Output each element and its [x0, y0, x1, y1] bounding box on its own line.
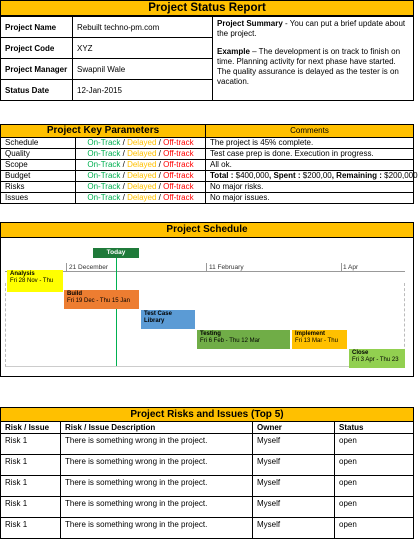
- risk-owner: Myself: [253, 497, 335, 518]
- status-delayed: Delayed: [127, 193, 157, 202]
- info-value: Swapnil Wale: [73, 59, 213, 80]
- status-separator: /: [156, 182, 164, 191]
- param-comment: Test case prep is done. Execution in progress.: [206, 149, 414, 160]
- risk-row: [1, 455, 414, 476]
- tick-label: 11 February: [209, 264, 244, 271]
- timeline-axis: [5, 271, 405, 272]
- project-schedule: [0, 222, 414, 377]
- column-header: Risk / Issue Description: [61, 422, 253, 434]
- status-separator: /: [120, 171, 128, 180]
- param-name: Issues: [1, 193, 76, 204]
- status-delayed: Delayed: [127, 171, 157, 180]
- task-name: Testing: [200, 331, 221, 337]
- param-status: [76, 138, 206, 149]
- tick-line: [341, 263, 342, 272]
- budget-spent: $200,00: [302, 171, 332, 180]
- param-status: [76, 193, 206, 204]
- risk-row: [1, 434, 414, 455]
- risk-id: Risk 1: [1, 497, 61, 518]
- task-implement: [292, 330, 347, 349]
- info-row: [1, 17, 414, 38]
- example-text: – The development is on track to finish on time. Planning activity for next phase have started. The quality assurance is delayed as the tester is on vacation.: [217, 47, 401, 86]
- param-name: Scope: [1, 160, 76, 171]
- status-on-track: On-Track: [87, 182, 121, 191]
- budget-remaining: $200,000: [384, 171, 418, 180]
- param-status: [76, 149, 206, 160]
- status-delayed: Delayed: [127, 160, 157, 169]
- task-name: Close: [352, 350, 369, 356]
- column-header: Risk / Issue: [1, 422, 61, 434]
- task-dates: Fri 6 Feb - Thu 12 Mar: [200, 338, 260, 344]
- status-off-track: Off-track: [163, 182, 194, 191]
- info-value: XYZ: [73, 38, 213, 59]
- risk-description: There is something wrong in the project.: [61, 518, 253, 539]
- params-title: Project Key Parameters: [1, 125, 206, 138]
- column-header: Owner: [253, 422, 335, 434]
- risks-column-headers: [1, 422, 414, 434]
- param-status: [76, 182, 206, 193]
- task-close: [349, 349, 405, 368]
- risk-description: There is something wrong in the project.: [61, 434, 253, 455]
- param-status: [76, 171, 206, 182]
- param-row: [1, 149, 414, 160]
- info-label: Status Date: [1, 80, 73, 101]
- tick-label: 1 Apr: [343, 264, 359, 271]
- status-on-track: On-Track: [87, 193, 121, 202]
- task-dates: Fri 3 Apr - Thu 23: [352, 357, 399, 363]
- risk-status: open: [335, 476, 414, 497]
- example-label: Example: [217, 47, 250, 56]
- today-line: [116, 258, 117, 366]
- params-header-row: [1, 125, 414, 138]
- status-delayed: Delayed: [127, 138, 157, 147]
- risk-row: [1, 497, 414, 518]
- risk-row: [1, 518, 414, 539]
- task-dates: Fri 19 Dec - Thu 15 Jan: [67, 298, 130, 304]
- status-off-track: Off-track: [163, 171, 194, 180]
- risk-status: open: [335, 518, 414, 539]
- budget-remaining-label: , Remaining :: [331, 171, 385, 180]
- comments-header: Comments: [206, 125, 414, 138]
- summary-text: - You can put a brief update about the project.: [217, 19, 406, 38]
- status-separator: /: [156, 149, 164, 158]
- param-status: [76, 160, 206, 171]
- info-label: Project Manager: [1, 59, 73, 80]
- risk-owner: Myself: [253, 476, 335, 497]
- risks-title: Project Risks and Issues (Top 5): [1, 408, 414, 422]
- info-label: Project Name: [1, 17, 73, 38]
- budget-spent-label: , Spent :: [269, 171, 303, 180]
- status-separator: /: [156, 160, 164, 169]
- status-on-track: On-Track: [87, 149, 121, 158]
- risk-id: Risk 1: [1, 455, 61, 476]
- status-separator: /: [156, 171, 164, 180]
- risk-owner: Myself: [253, 455, 335, 476]
- risk-status: open: [335, 455, 414, 476]
- project-summary: [213, 17, 414, 101]
- risk-id: Risk 1: [1, 476, 61, 497]
- risk-id: Risk 1: [1, 434, 61, 455]
- risk-status: open: [335, 434, 414, 455]
- task-dates: Fri 28 Nov - Thu: [10, 278, 54, 284]
- risk-status: open: [335, 497, 414, 518]
- param-comment: The project is 45% complete.: [206, 138, 414, 149]
- task-analysis: [7, 270, 63, 292]
- project-info-table: [0, 16, 414, 101]
- task-test-case-library: [141, 310, 195, 329]
- budget-total: $400,000: [235, 171, 270, 180]
- risks-issues-table: [0, 407, 414, 539]
- param-comment: No major risks.: [206, 182, 414, 193]
- risk-owner: Myself: [253, 518, 335, 539]
- task-name: Build: [67, 291, 82, 297]
- status-separator: /: [120, 193, 128, 202]
- task-dates: Fri 13 Mar - Thu: [295, 338, 338, 344]
- param-name: Quality: [1, 149, 76, 160]
- info-value: 12-Jan-2015: [73, 80, 213, 101]
- risk-description: There is something wrong in the project.: [61, 497, 253, 518]
- status-on-track: On-Track: [87, 160, 121, 169]
- task-build: [64, 290, 139, 309]
- summary-label: Project Summary: [217, 19, 283, 28]
- task-name: Test Case Library: [144, 311, 172, 324]
- report-title: Project Status Report: [0, 0, 414, 16]
- param-row: [1, 193, 414, 204]
- summary-line: [217, 19, 409, 39]
- param-row: [1, 160, 414, 171]
- task-name: Analysis: [10, 271, 35, 277]
- status-separator: /: [120, 182, 128, 191]
- info-value: Rebuilt techno-pm.com: [73, 17, 213, 38]
- status-off-track: Off-track: [163, 138, 194, 147]
- status-separator: /: [156, 138, 164, 147]
- status-separator: /: [120, 138, 128, 147]
- risk-row: [1, 476, 414, 497]
- param-name: Schedule: [1, 138, 76, 149]
- task-name: Implement: [295, 331, 326, 337]
- param-name: Budget: [1, 171, 76, 182]
- schedule-title: Project Schedule: [1, 223, 413, 238]
- param-comment: No major issues.: [206, 193, 414, 204]
- risk-description: There is something wrong in the project.: [61, 455, 253, 476]
- info-label: Project Code: [1, 38, 73, 59]
- status-off-track: Off-track: [163, 149, 194, 158]
- example-line: [217, 47, 409, 87]
- param-comment: [206, 171, 418, 182]
- status-off-track: Off-track: [163, 193, 194, 202]
- status-separator: /: [156, 193, 164, 202]
- param-row: [1, 171, 414, 182]
- risk-owner: Myself: [253, 434, 335, 455]
- param-comment: All ok.: [206, 160, 414, 171]
- param-row: [1, 138, 414, 149]
- task-testing: [197, 330, 290, 349]
- budget-total-label: Total :: [210, 171, 236, 180]
- status-separator: /: [120, 149, 128, 158]
- key-parameters-table: [0, 124, 418, 204]
- status-off-track: Off-track: [163, 160, 194, 169]
- tick-line: [206, 263, 207, 272]
- today-marker: Today: [93, 248, 139, 258]
- param-row: [1, 182, 414, 193]
- column-header: Status: [335, 422, 414, 434]
- risks-header-row: [1, 408, 414, 422]
- tick-label: 21 December: [69, 264, 109, 271]
- status-delayed: Delayed: [127, 149, 157, 158]
- risk-id: Risk 1: [1, 518, 61, 539]
- status-delayed: Delayed: [127, 182, 157, 191]
- param-name: Risks: [1, 182, 76, 193]
- status-separator: /: [120, 160, 128, 169]
- status-on-track: On-Track: [87, 171, 121, 180]
- status-on-track: On-Track: [87, 138, 121, 147]
- risk-description: There is something wrong in the project.: [61, 476, 253, 497]
- tick-line: [66, 263, 67, 272]
